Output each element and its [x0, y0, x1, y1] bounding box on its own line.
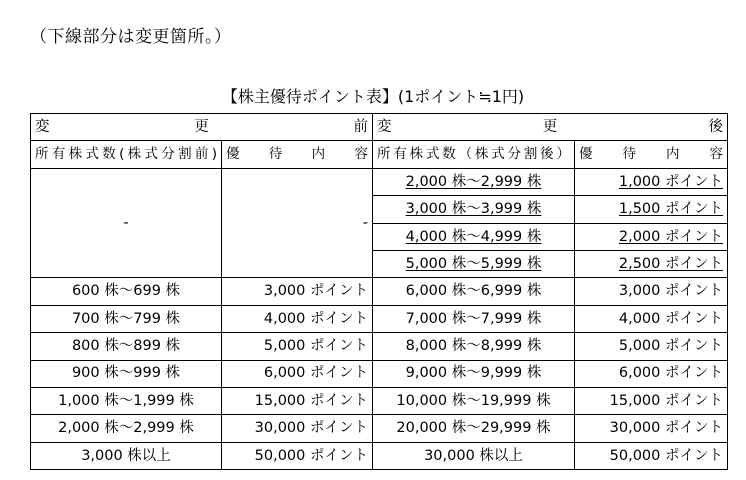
header-row-sub: [31, 141, 728, 168]
table-row: [31, 360, 728, 387]
header-before: 変 更 前: [31, 114, 373, 141]
header-benefit-before: 優 待 内 容: [222, 141, 373, 168]
shares-before-cell: 700 株～799 株: [31, 305, 222, 332]
points-after-cell: 5,000 ポイント: [575, 333, 728, 360]
new-tier-points-before: -: [222, 168, 373, 278]
shares-before-cell: 3,000 株以上: [31, 442, 222, 469]
points-comparison-table: [30, 113, 728, 470]
shares-before-cell: 800 株～899 株: [31, 333, 222, 360]
underlined-change: 2,000 ポイント: [618, 228, 723, 245]
underlined-change: 1,000 ポイント: [618, 173, 723, 190]
shares-before-cell: 2,000 株～2,999 株: [31, 415, 222, 442]
change-note: （下線部分は変更箇所。）: [30, 27, 232, 47]
new-tier-points-after: [575, 223, 728, 250]
underlined-change: 5,000 株～5,999 株: [405, 255, 542, 272]
shares-before-cell: 1,000 株～1,999 株: [31, 387, 222, 414]
table-title: 【株主優待ポイント表】(1ポイント≒1円): [221, 87, 525, 106]
header-shares-after: 所有株式数（株式分割後）: [373, 141, 575, 168]
table-row: [31, 278, 728, 305]
new-tier-shares-after: [373, 250, 575, 277]
new-tier-points-after: [575, 250, 728, 277]
table-row: [31, 442, 728, 469]
shares-after-cell: 8,000 株～8,999 株: [373, 333, 575, 360]
points-before-cell: 3,000 ポイント: [222, 278, 373, 305]
points-before-cell: 4,000 ポイント: [222, 305, 373, 332]
shares-after-cell: 9,000 株～9,999 株: [373, 360, 575, 387]
table-row: [31, 333, 728, 360]
points-after-cell: 4,000 ポイント: [575, 305, 728, 332]
shares-after-cell: 6,000 株～6,999 株: [373, 278, 575, 305]
points-before-cell: 5,000 ポイント: [222, 333, 373, 360]
points-after-cell: 30,000 ポイント: [575, 415, 728, 442]
points-after-cell: 3,000 ポイント: [575, 278, 728, 305]
underlined-change: 2,500 ポイント: [618, 255, 723, 272]
points-after-cell: 50,000 ポイント: [575, 442, 728, 469]
new-tier-shares-after: [373, 223, 575, 250]
underlined-change: 2,000 株～2,999 株: [405, 173, 542, 190]
table-row: [31, 305, 728, 332]
header-benefit-after: 優 待 内 容: [575, 141, 728, 168]
points-before-cell: 15,000 ポイント: [222, 387, 373, 414]
shares-before-cell: 900 株～999 株: [31, 360, 222, 387]
new-tier-shares-after: [373, 168, 575, 195]
new-tier-points-after: [575, 196, 728, 223]
underlined-change: 1,500 ポイント: [618, 201, 723, 218]
shares-after-cell: 7,000 株～7,999 株: [373, 305, 575, 332]
underlined-change: 3,000 株～3,999 株: [405, 201, 542, 218]
shares-after-cell: 10,000 株～19,999 株: [373, 387, 575, 414]
points-before-cell: 50,000 ポイント: [222, 442, 373, 469]
points-after-cell: 15,000 ポイント: [575, 387, 728, 414]
new-tier-points-after: [575, 168, 728, 195]
points-before-cell: 6,000 ポイント: [222, 360, 373, 387]
table-row: [31, 415, 728, 442]
new-tier-shares-after: [373, 196, 575, 223]
shares-after-cell: 30,000 株以上: [373, 442, 575, 469]
header-after: 変 更 後: [373, 114, 728, 141]
shares-after-cell: 20,000 株～29,999 株: [373, 415, 575, 442]
underlined-change: 4,000 株～4,999 株: [405, 228, 542, 245]
shares-before-cell: 600 株～699 株: [31, 278, 222, 305]
new-tier-shares-before: -: [31, 168, 222, 278]
header-shares-before: 所有株式数(株式分割前): [31, 141, 222, 168]
table-row: [31, 387, 728, 414]
new-tier-row: [31, 168, 728, 195]
points-after-cell: 6,000 ポイント: [575, 360, 728, 387]
points-before-cell: 30,000 ポイント: [222, 415, 373, 442]
header-row-main: [31, 114, 728, 141]
